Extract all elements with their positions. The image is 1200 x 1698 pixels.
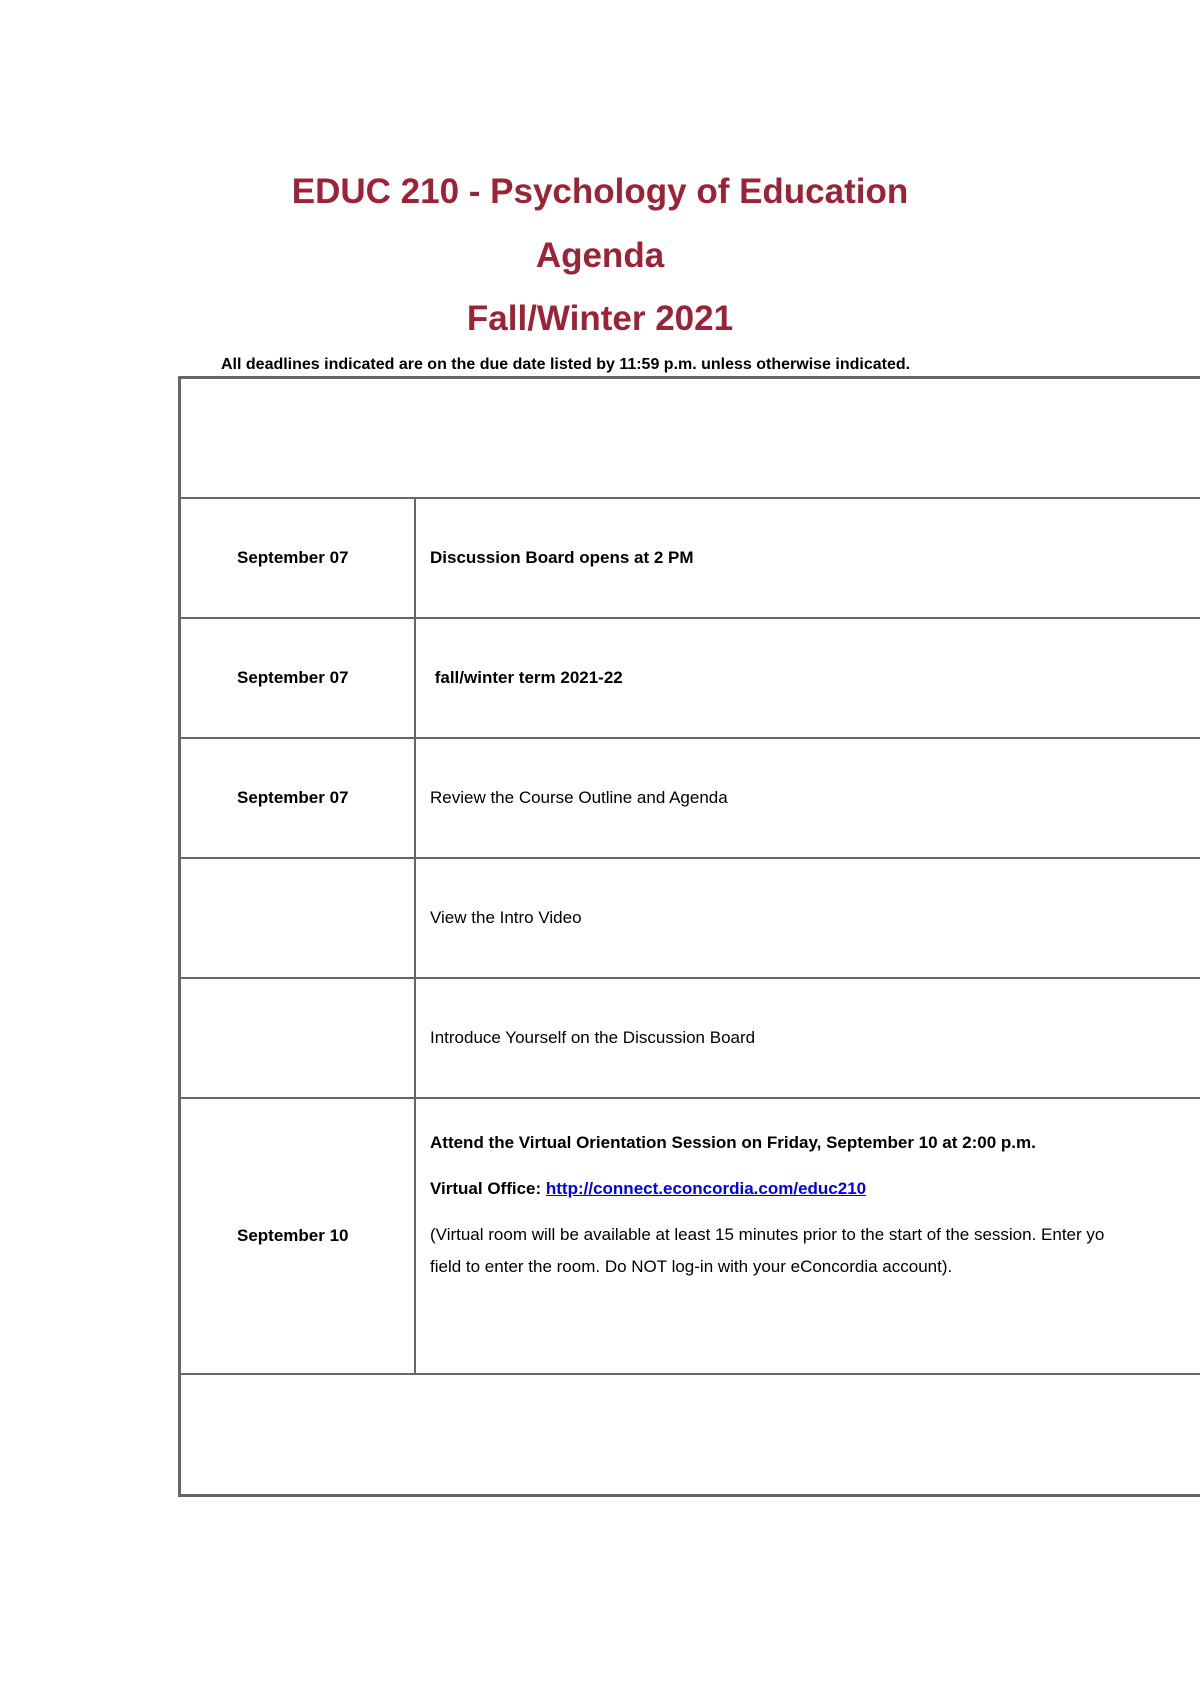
agenda-table xyxy=(178,376,1200,1497)
row-date: September 07 xyxy=(181,499,416,617)
row-activity: Introduce Yourself on the Discussion Board xyxy=(430,1028,756,1047)
deadline-note: All deadlines indicated are on the due date listed by 11:59 p.m. unless otherwise indicated. xyxy=(221,356,911,373)
course-title: EDUC 210 - Psychology of Education xyxy=(291,172,909,211)
table-header-row xyxy=(181,379,1200,499)
row-date: September 07 xyxy=(181,739,416,857)
agenda-heading: Agenda xyxy=(535,236,665,275)
row-activity: Discussion Board opens at 2 PM xyxy=(430,548,694,567)
row-activity: fall/winter term 2021-22 xyxy=(430,668,623,687)
row-date: September 07 xyxy=(181,619,416,737)
virtual-office-label: Virtual Office: xyxy=(430,1179,546,1198)
table-row xyxy=(181,619,1200,739)
row-activity: Review the Course Outline and Agenda xyxy=(430,788,728,807)
row-date xyxy=(181,859,416,977)
virtual-office-link[interactable]: http://connect.econcordia.com/educ210 xyxy=(545,1179,867,1198)
orientation-note-line-2: field to enter the room. Do NOT log-in with your eConcordia account). xyxy=(430,1257,953,1276)
row-date: September 10 xyxy=(181,1099,416,1373)
table-row xyxy=(181,499,1200,619)
row-date xyxy=(181,979,416,1097)
orientation-attend-text: Attend the Virtual Orientation Session on Friday, September 10 at 2:00 p.m. xyxy=(430,1133,1036,1152)
term-heading: Fall/Winter 2021 xyxy=(466,299,734,338)
table-row xyxy=(181,859,1200,979)
table-row xyxy=(181,979,1200,1099)
table-row xyxy=(181,739,1200,859)
row-activity xyxy=(416,1099,1200,1373)
orientation-note-line-1: (Virtual room will be available at least 15 minutes prior to the start of the session. Enter yo xyxy=(430,1225,1105,1244)
virtual-office xyxy=(430,1173,1104,1205)
table-row-orientation xyxy=(181,1099,1200,1375)
table-footer-row xyxy=(181,1375,1200,1494)
orientation-details xyxy=(430,1099,1104,1283)
row-activity: View the Intro Video xyxy=(430,908,582,927)
